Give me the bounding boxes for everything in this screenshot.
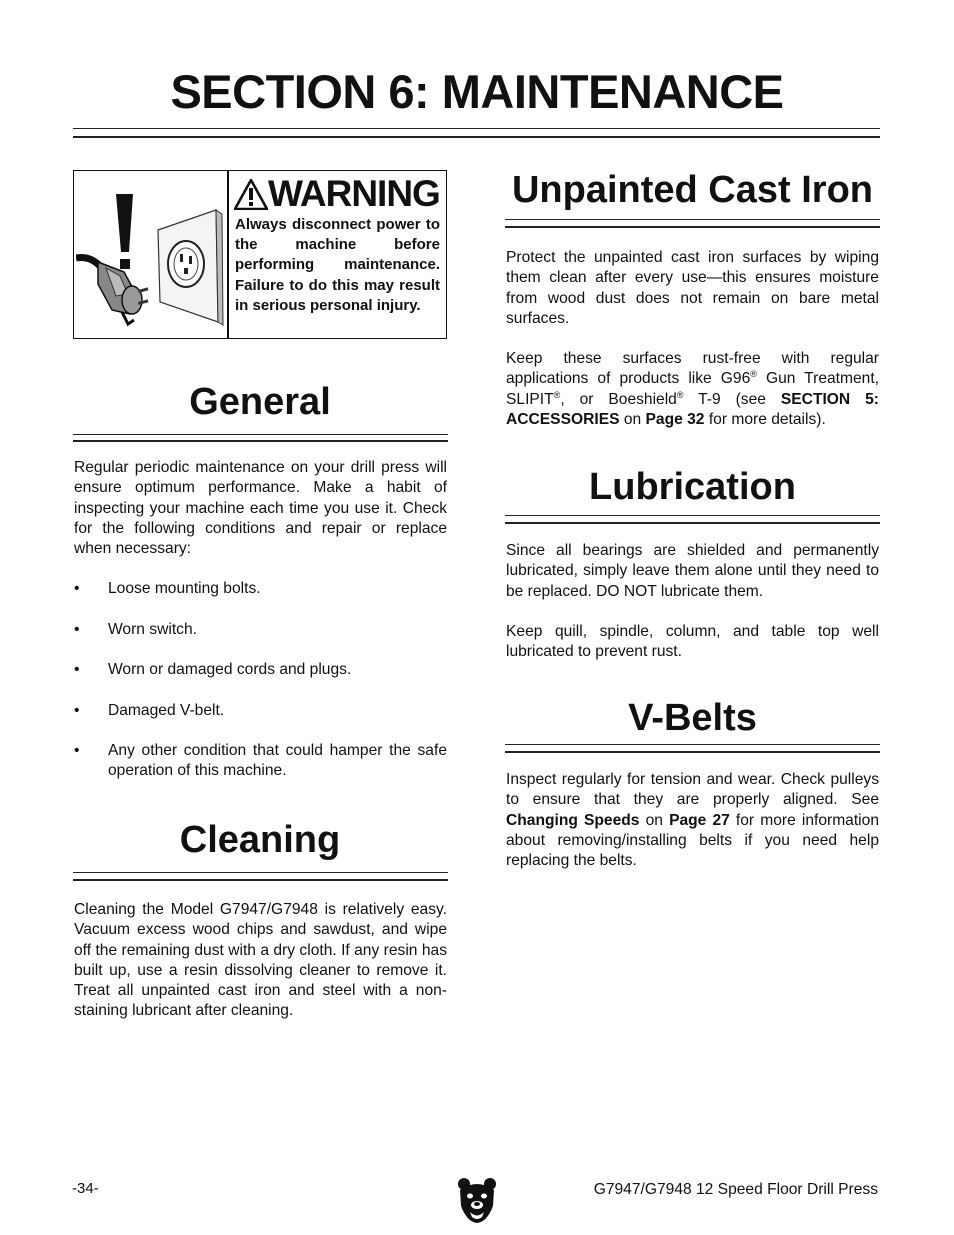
lubrication-p1: Since all bearings are shielded and permanently lubricated, simply leave them alone until they need to be replaced. DO NOT lubricate them. — [506, 542, 879, 600]
page27-ref: Page 27 — [669, 811, 730, 829]
cast-iron-heading: Unpainted Cast Iron — [511, 169, 874, 211]
bear-logo-icon — [457, 1176, 497, 1224]
unplug-illustration-icon — [76, 172, 226, 338]
warning-divider — [227, 171, 229, 338]
cleaning-rule-top — [73, 872, 448, 873]
bullet-text: Loose mounting bolts. — [108, 580, 261, 597]
page32-ref: Page 32 — [645, 410, 705, 428]
footer-model: G7947/G7948 12 Speed Floor Drill Press — [593, 1181, 878, 1198]
warning-text: Always disconnect power to the machine before performing maintenance. Failure to do this may result in serious personal injury. — [235, 216, 440, 314]
page-number: -34- — [72, 1180, 99, 1197]
cast-iron-rule-top — [505, 219, 880, 220]
title-rule-bottom — [73, 136, 880, 138]
cleaning-text: Cleaning the Model G7947/G7948 is relatively easy. Vacuum excess wood chips and sawdust, and wipe off the remaining dust with a dry cloth. If any resin has built up, use a resin dissolving cleaner to remove it. Treat all unpainted cast iron and steel with a non-staining lubricant after cleaning. — [74, 901, 447, 1020]
vbelts-text: Inspect regularly for tension and wear. Check pulleys to ensure that they are properly aligned. See Changing Speeds on Page 27 for more information about removing/installing belts if you need help replacing the belts. — [506, 771, 879, 870]
lubrication-p2: Keep quill, spindle, column, and table top well lubricated to prevent rust. — [506, 623, 879, 661]
warning-heading — [234, 173, 440, 215]
changing-speeds-ref: Changing Speeds — [506, 811, 640, 829]
cast-iron-rule-bottom — [505, 226, 880, 228]
vbelts-rule-bottom — [505, 751, 880, 753]
warning-triangle-icon — [234, 179, 268, 210]
lubrication-rule-bottom — [505, 522, 880, 524]
vbelts-rule-top — [505, 744, 880, 745]
general-intro: Regular periodic maintenance on your drill press will ensure optimum performance. Make a habit of inspecting your machine each time you use it. Check for the following conditions and repair or replace when necessary: — [74, 459, 447, 558]
title-rule-top — [73, 128, 880, 129]
cleaning-heading: Cleaning — [179, 819, 341, 861]
page-title: SECTION 6: MAINTENANCE — [170, 65, 784, 118]
vbelts-heading: V-Belts — [628, 697, 757, 739]
cast-iron-p1: Protect the unpainted cast iron surfaces by wiping them clean after every use—this ensures moisture from wood dust does not remain on bare metal surfaces. — [506, 249, 879, 327]
lubrication-heading: Lubrication — [589, 466, 796, 508]
general-rule-top — [73, 434, 448, 435]
warning-box — [73, 170, 447, 339]
bullet-text: Worn switch. — [108, 621, 197, 638]
lubrication-rule-top — [505, 515, 880, 516]
general-heading: General — [189, 381, 331, 423]
bullet-text: Any other condition that could hamper the safe operation of this machine. — [108, 742, 447, 780]
cast-iron-p2: Keep these surfaces rust-free with regular applications of products like G96® Gun Treatment, SLIPIT®, or Boeshield® T-9 (see SECTION 5: ACCESSORIES on Page 32 for more details). — [506, 350, 879, 428]
cleaning-rule-bottom — [73, 879, 448, 881]
warning-heading-text: WARNING — [268, 173, 440, 214]
section5-ref: SECTION 5: ACCESSORIES — [506, 390, 879, 428]
bullet-text: Worn or damaged cords and plugs. — [108, 661, 352, 678]
general-rule-bottom — [73, 440, 448, 442]
bullet-text: Damaged V-belt. — [108, 702, 225, 719]
